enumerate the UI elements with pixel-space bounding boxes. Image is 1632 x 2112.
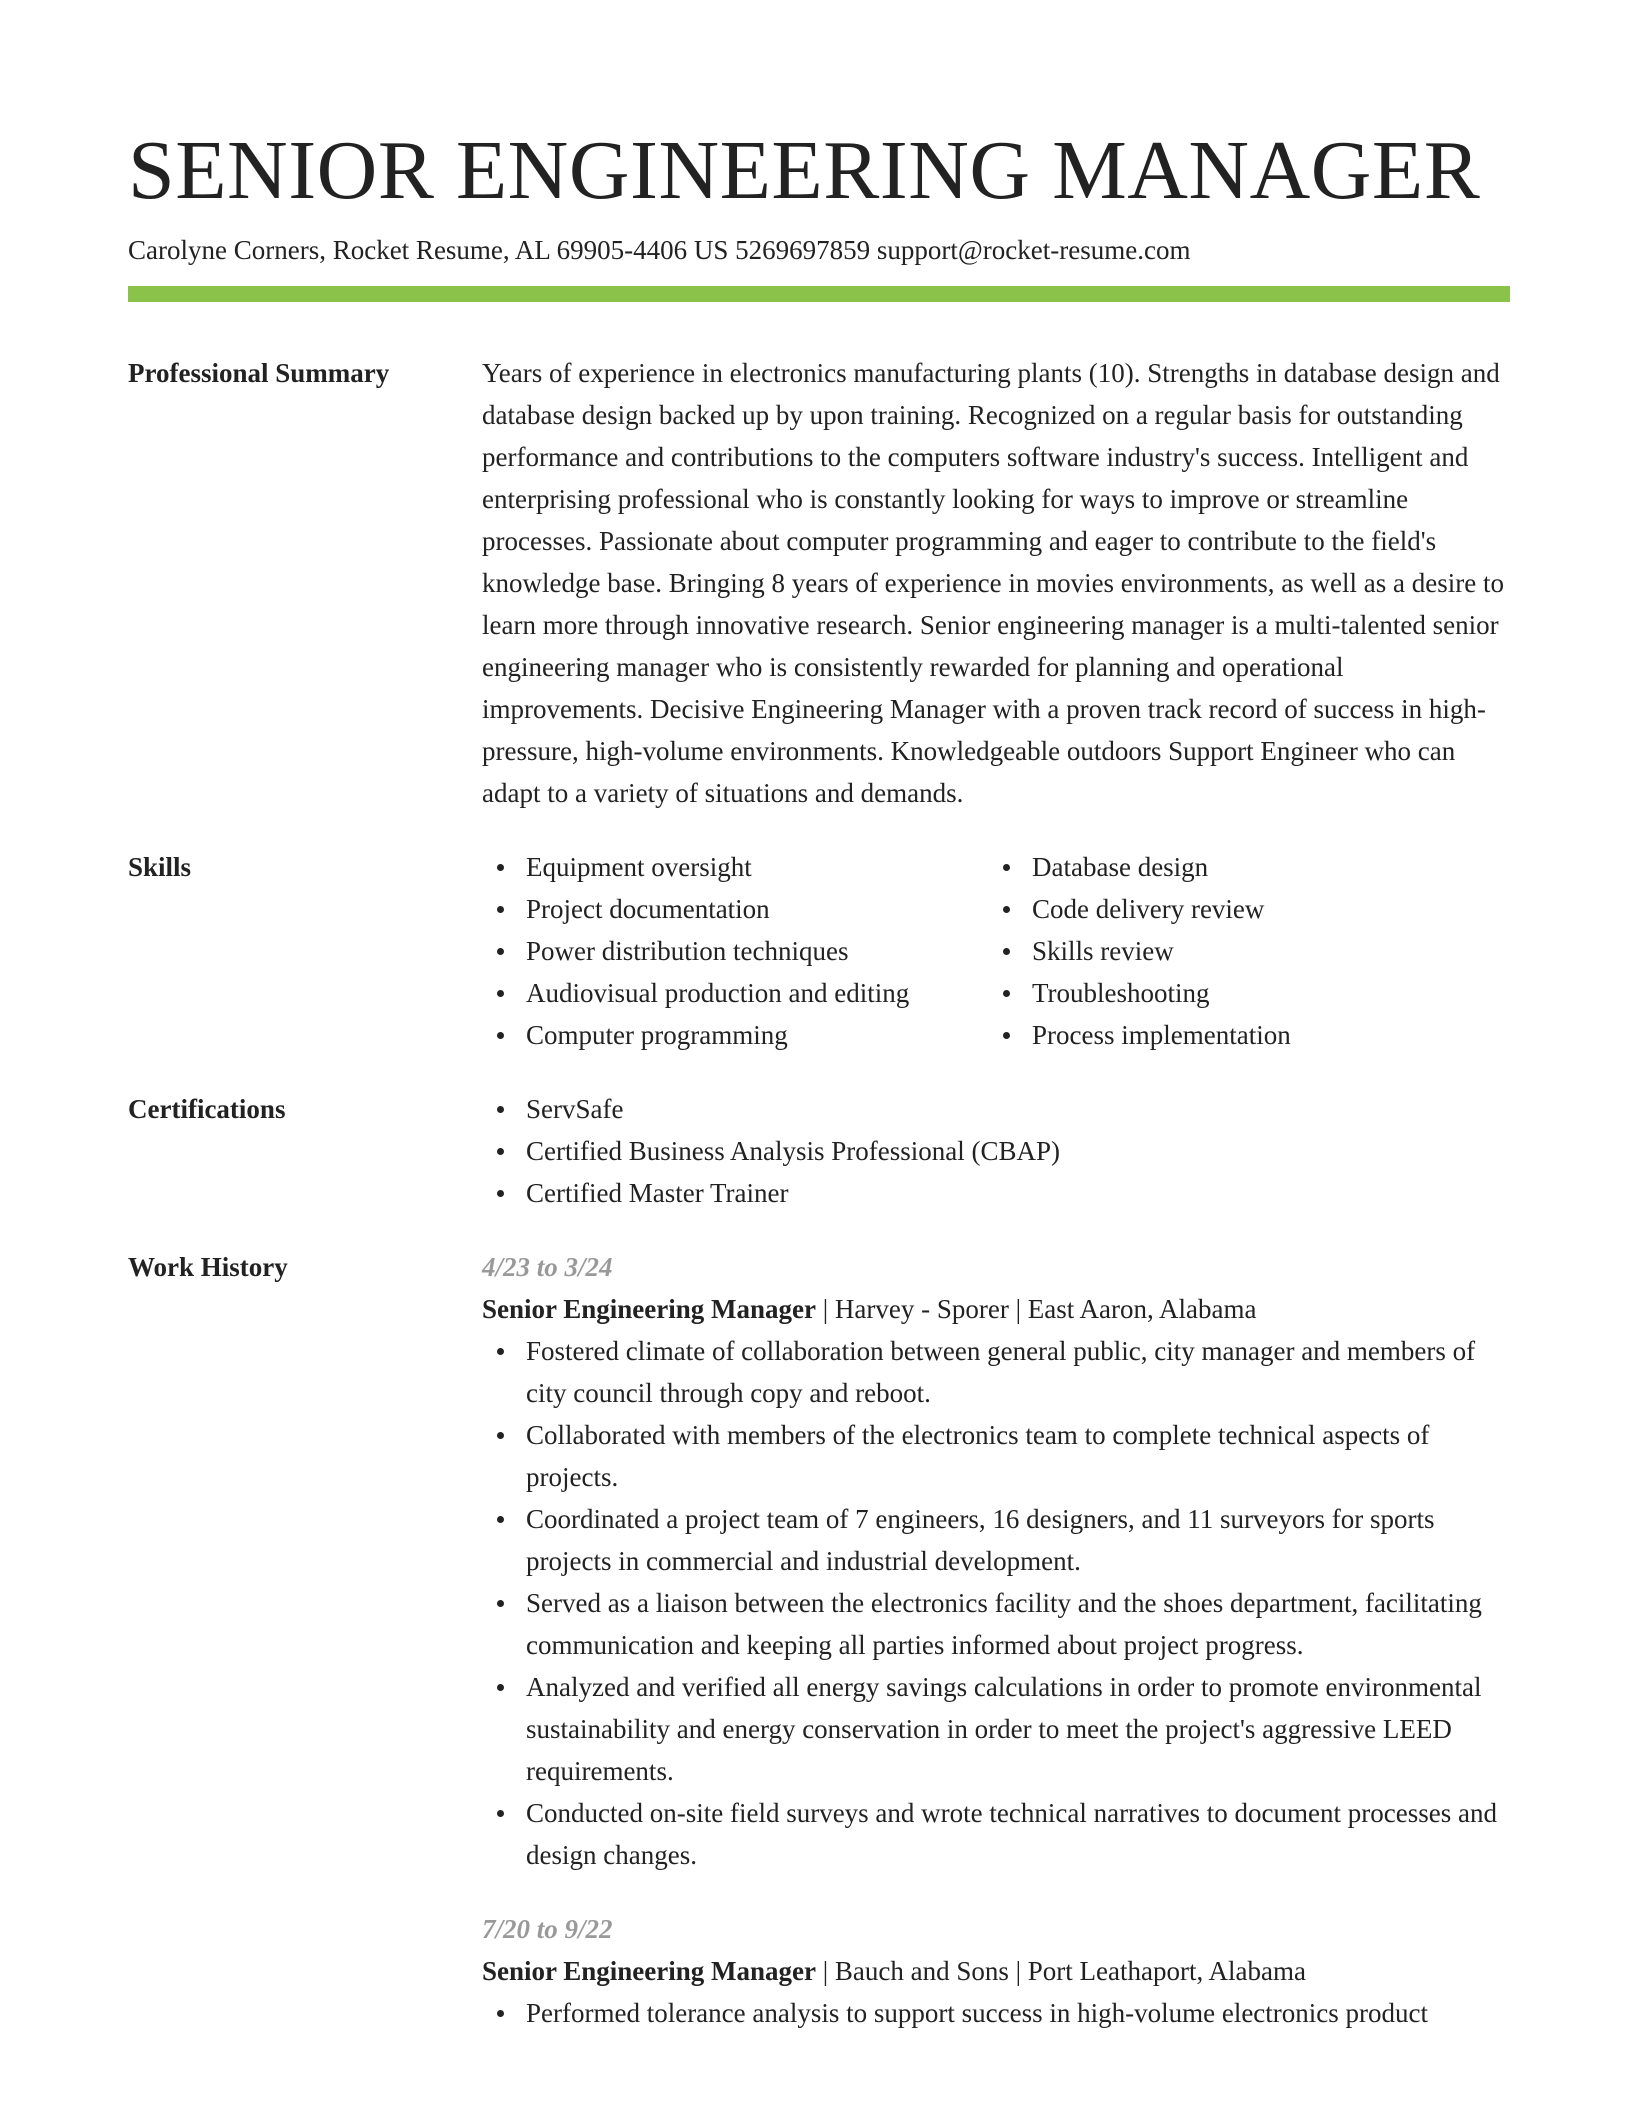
resume-content [128,352,1510,2034]
summary-text: Years of experience in electronics manufacturing plants (10). Strengths in database design and database design backed up by upon training. Recognized on a regular basis for outstanding performance and contributions to the computers software industry's success. Intelligent and enterprising professional who is constantly looking for ways to improve or streamline processes. Passionate about computer programming and eager to contribute to the field's knowledge base. Bringing 8 years of experience in movies environments, as well as a desire to learn more through innovative research. Senior engineering manager is a multi-talented senior engineering manager who is consistently rewarded for planning and operational improvements. Decisive Engineering Manager with a proven track record of success in high-pressure, high-volume environments. Knowledgeable outdoors Support Engineer who can adapt to a variety of situations and demands. [482,358,1504,808]
resume-title: SENIOR ENGINEERING MANAGER [128,124,1481,217]
work-history-body [482,1246,1510,2034]
certification-item: ServSafe [526,1088,1510,1130]
job-bullets [482,1330,1510,1876]
skills-body [482,846,1510,1056]
skills-column-left [482,846,988,1056]
job-bullet: Collaborated with members of the electronics team to complete technical aspects of projects. [526,1414,1510,1498]
skills-column-right [988,846,1494,1056]
job-title: Senior Engineering Manager [482,1956,816,1986]
job-entry [482,1246,1510,1876]
contact-line: Carolyne Corners, Rocket Resume, AL 69905-4406 US 5269697859 support@rocket-resume.com [128,235,1191,265]
skill-item: Equipment oversight [526,846,988,888]
summary-body [482,352,1510,814]
summary-section [128,352,1510,814]
job-heading [482,1950,1510,1992]
skill-item: Troubleshooting [1032,972,1494,1014]
job-company-location: | Bauch and Sons | Port Leathaport, Alabama [816,1956,1306,1986]
job-bullet: Performed tolerance analysis to support success in high-volume electronics product [526,1992,1510,2034]
job-company-location: | Harvey - Sporer | East Aaron, Alabama [816,1294,1257,1324]
job-heading [482,1288,1510,1330]
skills-list-right [988,846,1494,1056]
work-history-label: Work History [128,1252,288,1282]
certifications-section [128,1088,1510,1214]
job-dates: 4/23 to 3/24 [482,1252,613,1282]
header-divider [128,286,1510,302]
job-bullet: Analyzed and verified all energy savings calculations in order to promote environmental sustainability and energy conservation in order to meet the project's aggressive LEED requirements. [526,1666,1510,1792]
skills-label: Skills [128,852,192,882]
certification-item: Certified Business Analysis Professional (CBAP) [526,1130,1510,1172]
skill-item: Computer programming [526,1014,988,1056]
job-dates: 7/20 to 9/22 [482,1914,613,1944]
skill-item: Database design [1032,846,1494,888]
certifications-list [482,1088,1510,1214]
skill-item: Process implementation [1032,1014,1494,1056]
skill-item: Power distribution techniques [526,930,988,972]
job-bullet: Served as a liaison between the electronics facility and the shoes department, facilitating communication and keeping all parties informed about project progress. [526,1582,1510,1666]
job-bullet: Fostered climate of collaboration between general public, city manager and members of city council through copy and reboot. [526,1330,1510,1414]
skill-item: Project documentation [526,888,988,930]
job-bullets [482,1992,1510,2034]
skills-list-left [482,846,988,1056]
work-history-section [128,1246,1510,2034]
certifications-label: Certifications [128,1094,286,1124]
skill-item: Code delivery review [1032,888,1494,930]
job-title: Senior Engineering Manager [482,1294,816,1324]
skill-item: Skills review [1032,930,1494,972]
summary-label: Professional Summary [128,358,390,388]
job-bullet: Coordinated a project team of 7 engineers, 16 designers, and 11 surveyors for sports projects in commercial and industrial development. [526,1498,1510,1582]
certifications-body [482,1088,1510,1214]
job-entry [482,1908,1510,2034]
skill-item: Audiovisual production and editing [526,972,988,1014]
skills-columns [482,846,1510,1056]
certification-item: Certified Master Trainer [526,1172,1510,1214]
job-bullet: Conducted on-site field surveys and wrote technical narratives to document processes and design changes. [526,1792,1510,1876]
skills-section [128,846,1510,1056]
